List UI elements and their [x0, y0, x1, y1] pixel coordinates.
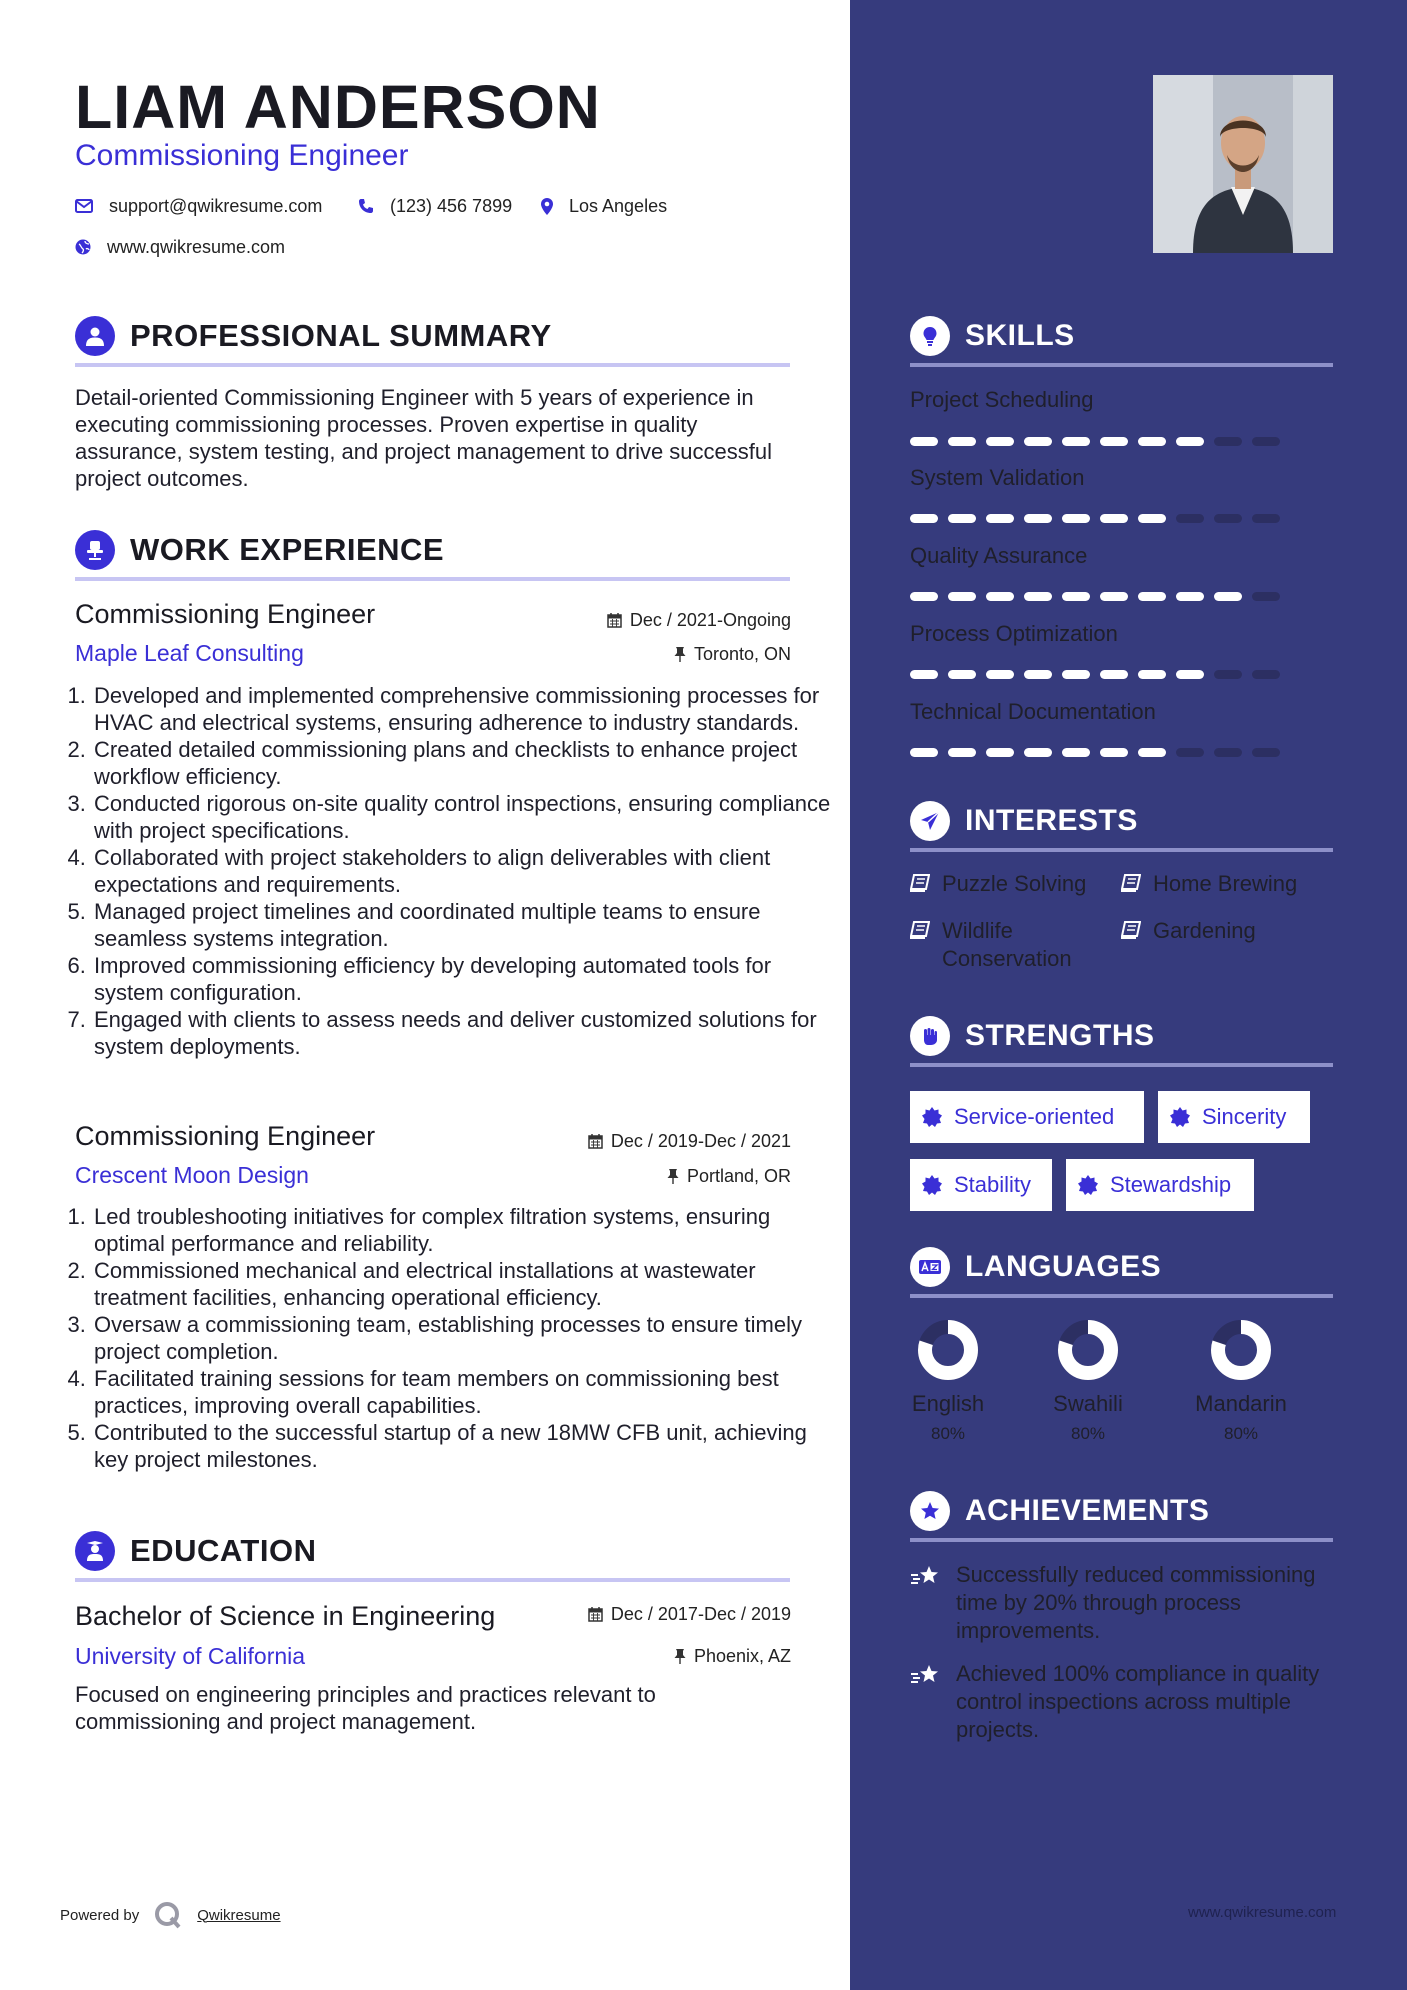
section-divider — [910, 1063, 1333, 1067]
skill-dash — [948, 670, 976, 679]
section-divider — [910, 1294, 1333, 1298]
list-item: 7. Engaged with clients to assess needs and deliver customized solutions for system deployments. — [92, 1006, 832, 1060]
job-title: Commissioning Engineer — [75, 1121, 376, 1151]
section-divider — [75, 363, 790, 367]
languages-title: LANGUAGES — [965, 1250, 1162, 1283]
strength-badge: Stewardship — [1066, 1159, 1254, 1211]
skill-dash — [910, 670, 938, 679]
job-title: Commissioning Engineer — [75, 599, 376, 629]
language-donut — [1209, 1318, 1273, 1382]
skill-dash — [1062, 592, 1090, 601]
list-item: 6. Improved commissioning efficiency by developing automated tools for system configuration. — [92, 952, 832, 1006]
list-item: 4. Facilitated training sessions for team members on commissioning best practices, improving overall capabilities. — [92, 1365, 832, 1419]
job-location: Portland, OR — [667, 1165, 791, 1187]
language-item — [1186, 1318, 1296, 1445]
skill-dash — [1100, 748, 1128, 757]
email-text: support@qwikresume.com — [109, 195, 323, 216]
language-name: Mandarin — [1195, 1391, 1287, 1416]
list-item: 2. Created detailed commissioning plans and checklists to enhance project workflow efficiency. — [92, 736, 832, 790]
interest-item: Puzzle Solving — [910, 870, 1086, 898]
powered-by: Powered by Qwikresume — [60, 1900, 281, 1930]
company-name: Maple Leaf Consulting — [75, 640, 304, 666]
shooting-star-icon — [910, 1563, 942, 1589]
section-divider — [910, 1538, 1333, 1542]
footer-website[interactable]: www.qwikresume.com — [1188, 1904, 1337, 1921]
skill-dash — [1176, 514, 1204, 523]
degree-title: Bachelor of Science in Engineering — [75, 1601, 496, 1631]
list-item: 4. Collaborated with project stakeholders to align deliverables with client expectations and requirements. — [92, 844, 832, 898]
skill-dash — [1062, 514, 1090, 523]
skill-dash — [1100, 670, 1128, 679]
strength-badge: Service-oriented — [910, 1091, 1144, 1143]
skill-dash — [1252, 592, 1280, 601]
star-award-icon — [910, 1491, 950, 1531]
lightbulb-icon — [910, 316, 950, 356]
skill-dash — [1062, 748, 1090, 757]
skill-dash — [986, 670, 1014, 679]
location-text: Los Angeles — [569, 195, 668, 216]
strength-badge: Stability — [910, 1159, 1052, 1211]
book-icon — [910, 874, 930, 892]
qwikresume-logo-icon — [153, 1900, 183, 1930]
achievements-title: ACHIEVEMENTS — [965, 1494, 1210, 1527]
map-pin-icon — [541, 198, 553, 215]
pushpin-icon — [674, 1648, 686, 1664]
skill-dash — [1024, 592, 1052, 601]
skill-dash — [1100, 592, 1128, 601]
website-text: www.qwikresume.com — [107, 236, 286, 257]
badge-star-icon — [1078, 1175, 1098, 1195]
contact-location — [541, 193, 667, 219]
skill-dash — [1252, 748, 1280, 757]
interests-section-header — [910, 795, 1333, 855]
skill-dash — [1214, 670, 1242, 679]
calendar-icon — [607, 612, 622, 628]
summary-title: PROFESSIONAL SUMMARY — [130, 318, 552, 353]
skill-name: Process Optimization — [910, 621, 1118, 646]
skill-dash — [1214, 437, 1242, 446]
language-item — [893, 1318, 1003, 1445]
skill-dash — [910, 592, 938, 601]
experience-title: WORK EXPERIENCE — [130, 532, 445, 567]
skill-dash — [986, 748, 1014, 757]
job-date: Dec / 2019-Dec / 2021 — [588, 1130, 791, 1152]
badge-star-icon — [922, 1175, 942, 1195]
translate-icon — [910, 1247, 950, 1287]
skill-dash — [1214, 592, 1242, 601]
skill-dash — [1214, 514, 1242, 523]
skill-dash — [1214, 748, 1242, 757]
candidate-role: Commissioning Engineer — [75, 139, 409, 172]
job-bullets — [60, 682, 832, 1060]
list-item: 1. Developed and implemented comprehensive commissioning processes for HVAC and electrical systems, ensuring adherence to industry standards. — [92, 682, 832, 736]
skill-dash — [910, 748, 938, 757]
skills-section-header — [910, 310, 1333, 370]
skill-dash — [1252, 514, 1280, 523]
list-item: 1. Led troubleshooting initiatives for complex filtration systems, ensuring optimal performance and reliability. — [92, 1203, 832, 1257]
experience-section-header — [75, 524, 790, 576]
interest-item: Home Brewing — [1121, 870, 1297, 898]
pushpin-icon — [674, 646, 686, 662]
skill-dash — [948, 748, 976, 757]
education-section-header — [75, 1525, 790, 1577]
brand-link[interactable]: Qwikresume — [197, 1906, 281, 1924]
achievement-item: Achieved 100% compliance in quality control inspections across multiple projects. — [910, 1660, 1340, 1744]
list-item: 3. Oversaw a commissioning team, establishing processes to ensure timely project completion. — [92, 1311, 832, 1365]
skill-name: Technical Documentation — [910, 699, 1156, 724]
paper-plane-icon — [910, 801, 950, 841]
skill-level-bar — [910, 592, 1280, 601]
skill-dash — [1024, 670, 1052, 679]
interests-title: INTERESTS — [965, 804, 1138, 837]
company-name: Crescent Moon Design — [75, 1162, 309, 1188]
profile-photo — [1153, 75, 1333, 253]
badge-star-icon — [922, 1107, 942, 1127]
contact-website[interactable] — [75, 234, 285, 260]
skill-dash — [1176, 437, 1204, 446]
education-description: Focused on engineering principles and practices relevant to commissioning and project management. — [75, 1682, 656, 1734]
calendar-icon — [588, 1133, 603, 1149]
skill-dash — [948, 514, 976, 523]
language-name: English — [911, 1391, 985, 1416]
language-donut — [1056, 1318, 1120, 1382]
skill-dash — [1062, 670, 1090, 679]
section-divider — [910, 848, 1333, 852]
skill-dash — [1138, 437, 1166, 446]
skill-dash — [1138, 514, 1166, 523]
summary-section-header — [75, 310, 790, 362]
shooting-star-icon — [910, 1662, 942, 1688]
skill-dash — [1138, 592, 1166, 601]
skill-dash — [948, 437, 976, 446]
strength-badge: Sincerity — [1158, 1091, 1310, 1143]
list-item: 3. Conducted rigorous on-site quality control inspections, ensuring compliance with project specifications. — [92, 790, 832, 844]
summary-text: Detail-oriented Commissioning Engineer with 5 years of experience in executing commissioning processes. Proven expertise in quality assurance, system testing, and project management to drive successful project outcomes. — [75, 385, 773, 491]
list-item: 5. Managed project timelines and coordinated multiple teams to ensure seamless systems integration. — [92, 898, 832, 952]
skill-dash — [986, 592, 1014, 601]
skill-name: Project Scheduling — [910, 387, 1094, 412]
education-title: EDUCATION — [130, 1533, 317, 1568]
phone-icon — [358, 198, 374, 214]
interest-item: Wildlife Conservation — [910, 917, 1060, 973]
skill-level-bar — [910, 748, 1280, 757]
skill-dash — [1176, 748, 1204, 757]
pushpin-icon — [667, 1168, 679, 1184]
badge-star-icon — [1170, 1107, 1190, 1127]
skill-dash — [910, 514, 938, 523]
skill-dash — [948, 592, 976, 601]
globe-icon — [75, 239, 91, 255]
skill-dash — [1252, 437, 1280, 446]
contact-phone[interactable] — [358, 193, 512, 219]
list-item: 2. Commissioned mechanical and electrical installations at wastewater treatment facilities, enhancing operational efficiency. — [92, 1257, 832, 1311]
graduate-icon — [75, 1531, 115, 1571]
skill-dash — [1062, 437, 1090, 446]
achievement-item: Successfully reduced commissioning time by 20% through process improvements. — [910, 1561, 1340, 1645]
skill-dash — [1024, 437, 1052, 446]
section-divider — [75, 1578, 790, 1582]
skill-level-bar — [910, 514, 1280, 523]
education-location: Phoenix, AZ — [674, 1645, 791, 1667]
raised-fist-icon — [910, 1016, 950, 1056]
achievements-section-header — [910, 1485, 1333, 1545]
skill-level-bar — [910, 437, 1280, 446]
book-icon — [910, 921, 930, 939]
skill-dash — [910, 437, 938, 446]
book-icon — [1121, 921, 1141, 939]
briefcase-chair-icon — [75, 530, 115, 570]
language-donut — [916, 1318, 980, 1382]
languages-section-header — [910, 1241, 1333, 1301]
skill-dash — [986, 514, 1014, 523]
strengths-title: STRENGTHS — [965, 1019, 1155, 1052]
section-divider — [75, 577, 790, 581]
language-percent: 80% — [1223, 1424, 1259, 1443]
school-name: University of California — [75, 1643, 306, 1669]
job-date: Dec / 2021-Ongoing — [607, 609, 791, 631]
skill-dash — [1138, 748, 1166, 757]
strengths-section-header — [910, 1010, 1333, 1070]
skill-dash — [1100, 437, 1128, 446]
language-percent: 80% — [930, 1424, 966, 1443]
contact-email[interactable] — [75, 193, 322, 219]
skill-dash — [1138, 670, 1166, 679]
skill-dash — [1176, 592, 1204, 601]
skill-name: Quality Assurance — [910, 543, 1088, 568]
skill-dash — [1100, 514, 1128, 523]
skill-name: System Validation — [910, 465, 1085, 490]
skills-title: SKILLS — [965, 319, 1075, 352]
skill-level-bar — [910, 670, 1280, 679]
envelope-icon — [75, 199, 93, 213]
skill-dash — [1024, 514, 1052, 523]
language-percent: 80% — [1070, 1424, 1106, 1443]
language-name: Swahili — [1053, 1391, 1123, 1416]
candidate-name: LIAM ANDERSON — [75, 73, 601, 141]
language-item — [1033, 1318, 1143, 1445]
interest-item: Gardening — [1121, 917, 1256, 945]
list-item: 5. Contributed to the successful startup of a new 18MW CFB unit, achieving key project milestones. — [92, 1419, 832, 1473]
education-date: Dec / 2017-Dec / 2019 — [588, 1603, 791, 1625]
phone-text: (123) 456 7899 — [390, 195, 513, 216]
book-icon — [1121, 874, 1141, 892]
skill-dash — [1252, 670, 1280, 679]
section-divider — [910, 363, 1333, 367]
skill-dash — [1024, 748, 1052, 757]
job-bullets — [60, 1203, 832, 1473]
job-location: Toronto, ON — [674, 643, 791, 665]
skill-dash — [1176, 670, 1204, 679]
skill-dash — [986, 437, 1014, 446]
calendar-icon — [588, 1606, 603, 1622]
user-icon — [75, 316, 115, 356]
